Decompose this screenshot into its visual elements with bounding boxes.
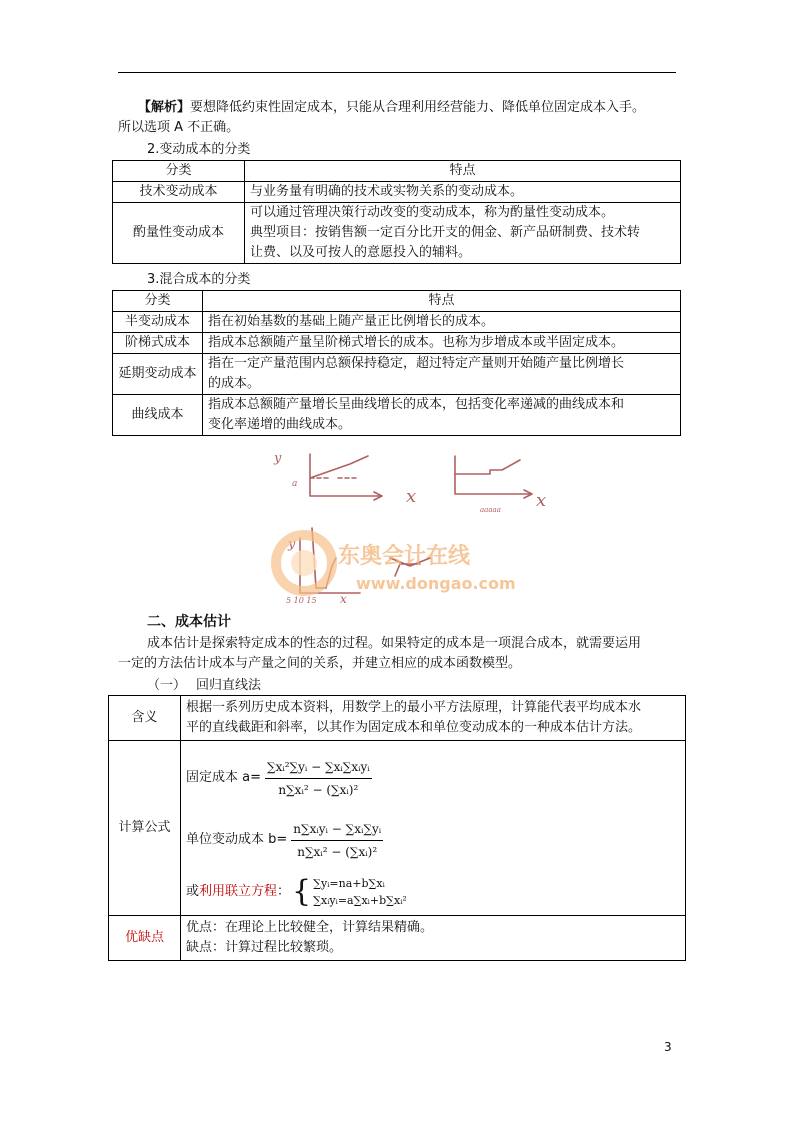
table-row xyxy=(113,182,681,203)
sketch-label-bottom-note: 5 10 15 xyxy=(286,596,317,604)
category-cell: 延期变动成本 xyxy=(113,354,203,395)
fixed-cost-formula xyxy=(186,747,680,809)
analysis-label: 【解析】 xyxy=(138,100,191,115)
subsection-heading xyxy=(147,676,261,696)
watermark-brand: 东奥会计在线 xyxy=(338,544,471,569)
fixed-cost-label: 固定成本 a= xyxy=(186,770,261,785)
row-label-meaning: 含义 xyxy=(109,696,181,741)
category-cell: 技术变动成本 xyxy=(113,182,245,203)
simultaneous-link: 利用联立方程 xyxy=(199,884,278,899)
variable-cost-table xyxy=(112,160,681,264)
feature-cell xyxy=(203,333,681,354)
sketch1-line xyxy=(310,456,368,478)
regression-table xyxy=(108,695,686,961)
sketch-label-x3: x xyxy=(340,592,347,604)
feature-line: 让费、以及可按人的意愿投入的辅料。 xyxy=(250,245,472,260)
unit-cost-fraction xyxy=(291,819,383,862)
meaning-line: 根据一系列历史成本资料，用数学上的最小平方法原理，计算能代表平均成本水 xyxy=(186,700,642,715)
feature-line: 指成本总额随产量呈阶梯式增长的成本。也称为步增成本或半固定成本。 xyxy=(208,335,625,350)
page-number: 3 xyxy=(664,1040,672,1054)
unit-cost-label: 单位变动成本 b= xyxy=(186,832,288,847)
sketch-label-axis-note: aaaaa xyxy=(480,506,501,514)
row-label-proscons: 优缺点 xyxy=(109,916,181,961)
feature-cell xyxy=(203,312,681,333)
feature-cell xyxy=(203,354,681,395)
table-row xyxy=(113,203,681,264)
brace-icon: { xyxy=(292,874,312,909)
fixed-cost-numerator: ∑xᵢ²∑yᵢ − ∑xᵢ∑xᵢyᵢ xyxy=(265,757,372,779)
cons-line: 缺点：计算过程比较繁琐。 xyxy=(186,940,343,955)
mixed-cost-table xyxy=(112,290,681,436)
header-rule xyxy=(118,72,676,73)
or-colon: ： xyxy=(277,884,291,899)
equation-group xyxy=(313,875,407,909)
feature-cell xyxy=(203,395,681,436)
feature-cell xyxy=(245,182,681,203)
unit-cost-numerator: n∑xᵢyᵢ − ∑xᵢ∑yᵢ xyxy=(291,819,383,841)
sketch2-steps xyxy=(455,460,520,474)
row-label-formula: 计算公式 xyxy=(109,741,181,916)
meaning-line: 平的直线截距和斜率，以其作为固定成本和单位变动成本的一种成本估计方法。 xyxy=(186,720,642,735)
table-row xyxy=(113,354,681,395)
category-cell: 曲线成本 xyxy=(113,395,203,436)
table-row xyxy=(113,312,681,333)
feature-line: 变化率递增的曲线成本。 xyxy=(208,417,352,432)
watermark-url: www.dongao.com xyxy=(356,574,516,593)
unit-cost-formula xyxy=(186,809,680,871)
pros-line: 优点：在理论上比较健全，计算结果精确。 xyxy=(186,920,434,935)
analysis-line-1 xyxy=(138,98,645,118)
analysis-text: 要想降低约束性固定成本，只能从合理利用经营能力、降低单位固定成本入手。 xyxy=(190,100,646,115)
meaning-cell xyxy=(181,696,686,741)
column-header: 分类 xyxy=(113,291,203,312)
table-header-row xyxy=(113,161,681,182)
table-row xyxy=(113,333,681,354)
section-intro-line-2: 一定的方法估计成本与产量之间的关系，并建立相应的成本函数模型。 xyxy=(118,656,522,671)
section-title: 二、成本估计 xyxy=(147,614,231,630)
feature-line: 指成本总额随产量增长呈曲线增长的成本，包括变化率递减的曲线成本和 xyxy=(208,397,625,412)
sketch-label-y2: y xyxy=(288,537,296,552)
subsection-title: 回归直线法 xyxy=(196,678,262,693)
equation-2: ∑xᵢyᵢ=a∑xᵢ+b∑xᵢ² xyxy=(313,894,407,907)
formula-cell xyxy=(181,741,686,916)
category-cell: 半变动成本 xyxy=(113,312,203,333)
variable-cost-heading: 2.变动成本的分类 xyxy=(147,142,251,157)
sketch-label-y1: y xyxy=(274,451,282,466)
feature-cell xyxy=(245,203,681,264)
fixed-cost-denominator: n∑xᵢ² − (∑xᵢ)² xyxy=(278,782,359,797)
sketch-label-x2: x xyxy=(536,490,547,511)
feature-line: 可以通过管理决策行动改变的变动成本，称为酌量性变动成本。 xyxy=(250,205,615,220)
sketch-label-x1: x xyxy=(406,486,417,507)
mixed-cost-heading: 3.混合成本的分类 xyxy=(147,272,251,287)
feature-line: 指在一定产量范围内总额保持稳定，超过特定产量则开始随产量比例增长 xyxy=(208,356,625,371)
category-cell: 酌量性变动成本 xyxy=(113,203,245,264)
analysis-line-2: 所以选项 A 不正确。 xyxy=(118,120,240,135)
column-header: 特点 xyxy=(245,161,681,182)
feature-line: 典型项目：按销售额一定百分比开支的佣金、新产品研制费、技术转 xyxy=(250,225,641,240)
category-cell: 阶梯式成本 xyxy=(113,333,203,354)
subsection-number: （一） xyxy=(147,678,187,693)
handwritten-cost-sketches xyxy=(270,448,560,604)
sketch-label-mark: a xyxy=(292,479,298,489)
or-text: 或 xyxy=(186,884,200,899)
table-header-row xyxy=(113,291,681,312)
feature-line: 与业务量有明确的技术或实物关系的变动成本。 xyxy=(250,184,524,199)
column-header: 特点 xyxy=(203,291,681,312)
unit-cost-denominator: n∑xᵢ² − (∑xᵢ)² xyxy=(297,844,378,859)
proscons-cell xyxy=(181,916,686,961)
table-row xyxy=(113,395,681,436)
feature-line: 的成本。 xyxy=(208,376,261,391)
section-intro-line-1: 成本估计是探索特定成本的性态的过程。如果特定的成本是一项混合成本，就需要运用 xyxy=(147,636,642,651)
equation-1: ∑yᵢ=na+b∑xᵢ xyxy=(313,877,385,890)
sketch2-axes xyxy=(455,456,530,494)
feature-line: 指在初始基数的基础上随产量正比例增长的成本。 xyxy=(208,314,495,329)
table-row xyxy=(109,916,686,961)
watermark-logo xyxy=(276,535,332,591)
column-header: 分类 xyxy=(113,161,245,182)
simultaneous-equations xyxy=(186,875,680,909)
table-row xyxy=(109,741,686,916)
fixed-cost-fraction xyxy=(265,757,372,800)
table-row xyxy=(109,696,686,741)
